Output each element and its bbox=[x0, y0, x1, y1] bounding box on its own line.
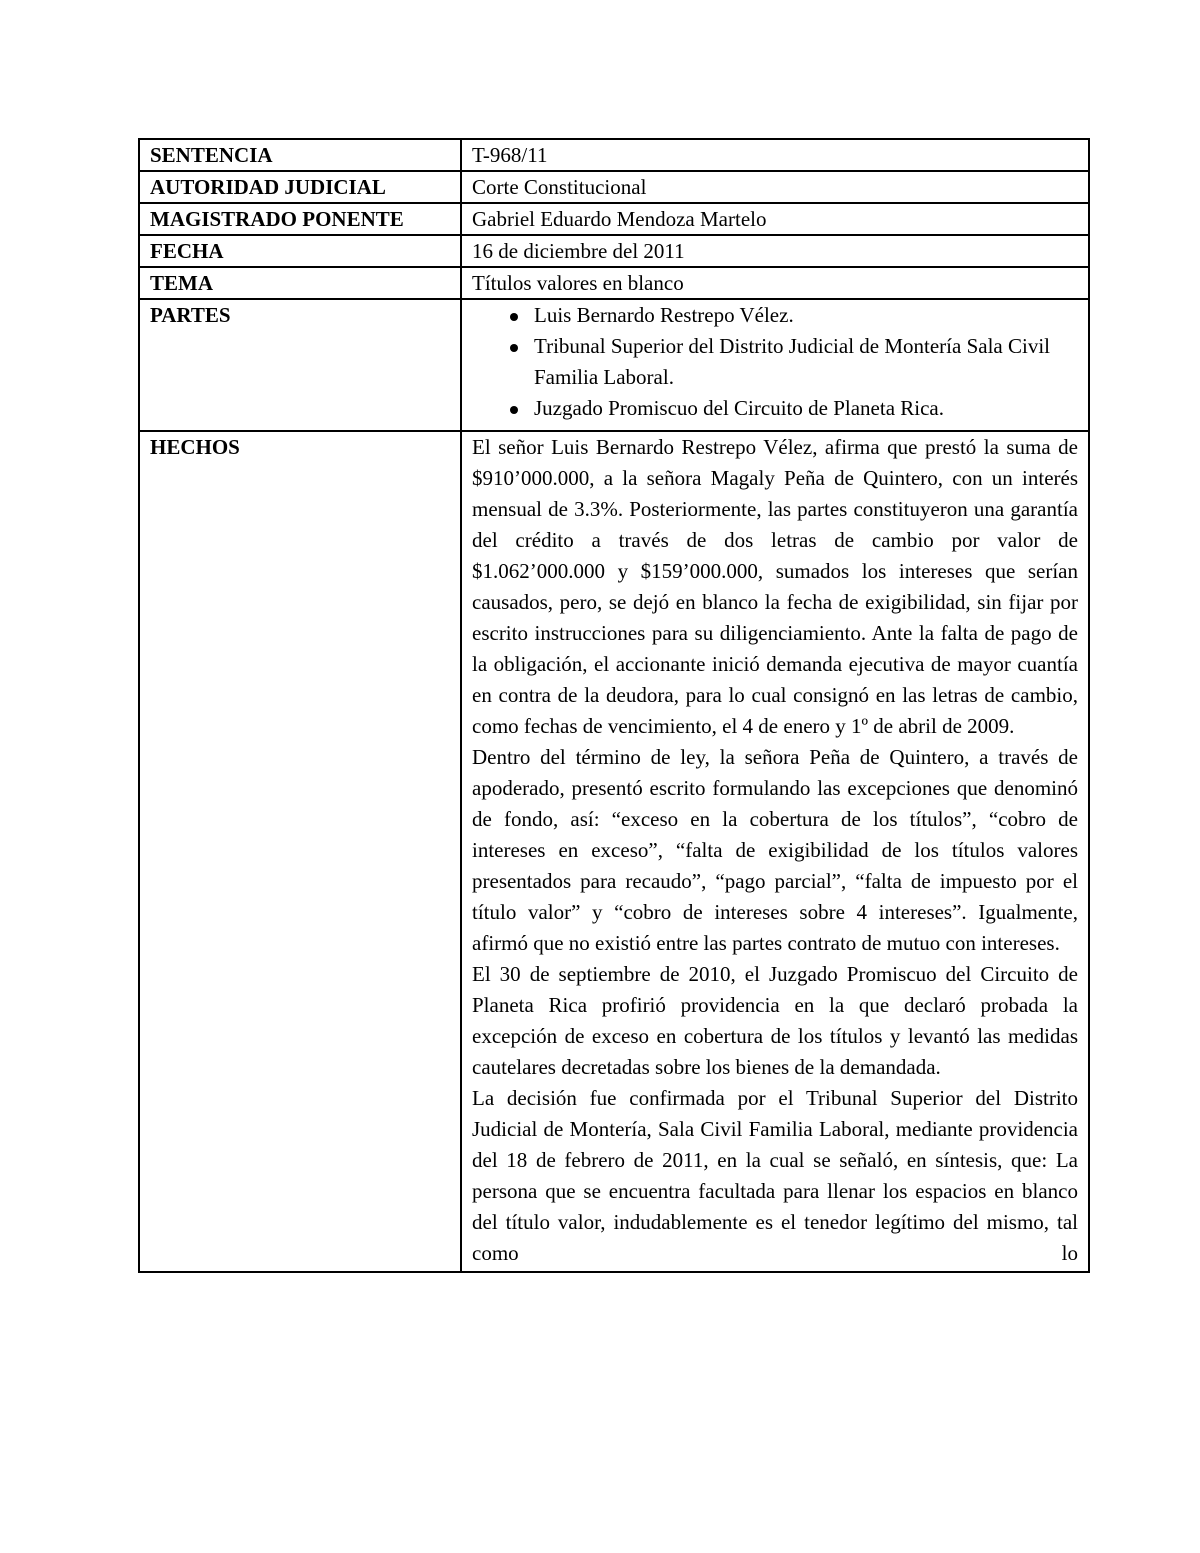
label-tema: TEMA bbox=[139, 267, 461, 299]
row-tema bbox=[139, 267, 1089, 299]
label-sentencia: SENTENCIA bbox=[139, 139, 461, 171]
partes-item-text: Tribunal Superior del Distrito Judicial de Montería Sala Civil Familia Laboral. bbox=[534, 334, 1050, 389]
row-hechos bbox=[139, 431, 1089, 1272]
hechos-paragraph: El señor Luis Bernardo Restrepo Vélez, afirma que prestó la suma de $910’000.000, a la señora Magaly Peña de Quintero, con un interés mensual de 3.3%. Posteriormente, las partes constituyeron una garantía del crédito a través de dos letras de cambio por valor de $1.062’000.000 y $159’000.000, sumados los intereses que serían causados, pero, se dejó en blanco la fecha de exigibilidad, sin fijar por escrito instrucciones para su diligenciamiento. Ante la falta de pago de la obligación, el accionante inició demanda ejecutiva de mayor cuantía en contra de la deudora, para lo cual consignó en las letras de cambio, como fechas de vencimiento, el 4 de enero y 1º de abril de 2009. bbox=[472, 435, 1078, 738]
bullet-icon bbox=[510, 344, 518, 352]
row-autoridad-judicial bbox=[139, 171, 1089, 203]
hechos-paragraph: La decisión fue confirmada por el Tribunal Superior del Distrito Judicial de Montería, Sala Civil Familia Laboral, mediante providencia del 18 de febrero de 2011, en la cual se señaló, en síntesis, que: La persona que se encuentra facultada para llenar los espacios en blanco del título valor, indudablemente es el tenedor legítimo del mismo, tal como lo bbox=[472, 1086, 1078, 1265]
value-magistrado-ponente: Gabriel Eduardo Mendoza Martelo bbox=[461, 203, 1089, 235]
bullet-icon bbox=[510, 313, 518, 321]
case-summary-table bbox=[138, 138, 1090, 1273]
label-magistrado-ponente: MAGISTRADO PONENTE bbox=[139, 203, 461, 235]
value-hechos bbox=[461, 431, 1089, 1272]
label-partes: PARTES bbox=[139, 299, 461, 431]
value-sentencia: T-968/11 bbox=[461, 139, 1089, 171]
list-item bbox=[472, 331, 1078, 393]
row-sentencia bbox=[139, 139, 1089, 171]
partes-item-text: Juzgado Promiscuo del Circuito de Planeta Rica. bbox=[534, 396, 944, 420]
label-hechos: HECHOS bbox=[139, 431, 461, 1272]
hechos-paragraph: El 30 de septiembre de 2010, el Juzgado Promiscuo del Circuito de Planeta Rica profirió providencia en la que declaró probada la excepción de exceso en cobertura de los títulos y levantó las medidas cautelares decretadas sobre los bienes de la demandada. bbox=[472, 962, 1078, 1079]
value-fecha: 16 de diciembre del 2011 bbox=[461, 235, 1089, 267]
value-autoridad-judicial: Corte Constitucional bbox=[461, 171, 1089, 203]
row-partes bbox=[139, 299, 1089, 431]
list-item bbox=[472, 300, 1078, 331]
hechos-paragraph: Dentro del término de ley, la señora Peña de Quintero, a través de apoderado, presentó escrito formulando las excepciones que denominó de fondo, así: “exceso en la cobertura de los títulos”, “cobro de intereses en exceso”, “falta de exigibilidad de los títulos valores presentados para recaudo”, “pago parcial”, “falta de impuesto por el título valor” y “cobro de intereses sobre 4 intereses”. Igualmente, afirmó que no existió entre las partes contrato de mutuo con intereses. bbox=[472, 745, 1078, 955]
value-partes bbox=[461, 299, 1089, 431]
row-magistrado-ponente bbox=[139, 203, 1089, 235]
value-tema: Títulos valores en blanco bbox=[461, 267, 1089, 299]
label-autoridad-judicial: AUTORIDAD JUDICIAL bbox=[139, 171, 461, 203]
row-fecha bbox=[139, 235, 1089, 267]
list-item bbox=[472, 393, 1078, 424]
bullet-icon bbox=[510, 406, 518, 414]
partes-list bbox=[472, 300, 1078, 430]
label-fecha: FECHA bbox=[139, 235, 461, 267]
partes-item-text: Luis Bernardo Restrepo Vélez. bbox=[534, 303, 794, 327]
